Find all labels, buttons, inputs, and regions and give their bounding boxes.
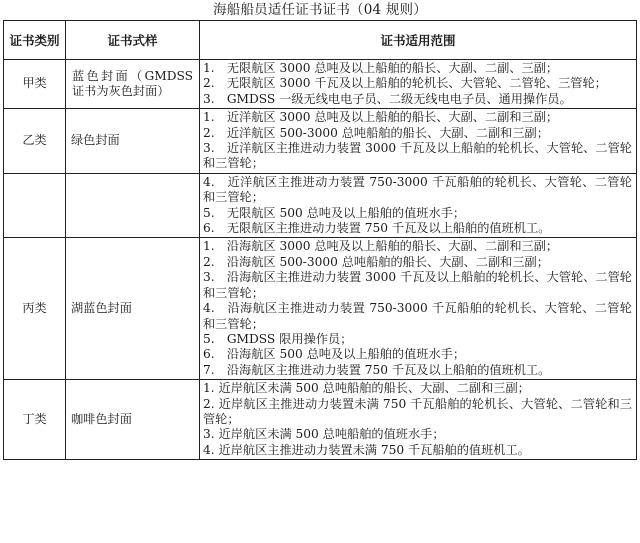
scope-item: 3. 近岸航区未满 500 总吨船舶的值班水手； <box>203 427 445 442</box>
scope-item: 2. 近岸航区主推进动力装置未满 750 千瓦船舶的轮机长、大管轮、二管轮和三管轮； <box>203 396 632 426</box>
scope-item: 4. 近岸航区主推进动力装置未满 750 千瓦船舶的值班机工。 <box>203 442 530 457</box>
header-scope: 证书适用范围 <box>200 21 637 60</box>
scope-item: 1. 近岸航区未满 500 总吨船舶的船长、大副、二副和三副； <box>203 381 530 396</box>
scope-item: 2. 沿海航区 500-3000 总吨船舶的船长、大副、二副和三副； <box>203 254 549 269</box>
header-style: 证书式样 <box>66 21 200 60</box>
scope-item: 4. 近洋航区主推进动力装置 750-3000 千瓦船舶的轮机长、大管轮、二管轮和三管轮； <box>203 174 632 205</box>
table-caption: 海船船员适任证书证书（04 规则） <box>213 2 427 18</box>
scope-item: 7. 沿海航区主推进动力装置 750 千瓦及以上船舶的值班机工。 <box>203 362 551 377</box>
scope-item: 6. 沿海航区 500 总吨及以上船舶的值班水手； <box>203 347 466 362</box>
scope-item: 4. 沿海航区主推进动力装置 750-3000 千瓦船舶的轮机长、大管轮、二管轮和三管轮； <box>203 301 632 331</box>
table-row <box>4 238 637 380</box>
table-row <box>4 173 637 238</box>
class-cell: 丁类 <box>4 380 66 460</box>
scope-item: 5. 无限航区 500 总吨及以上船舶的值班水手； <box>203 205 466 220</box>
class-cell: 甲类 <box>4 60 66 109</box>
scope-cell <box>200 109 637 174</box>
style-cell: 湖蓝色封面 <box>66 238 200 380</box>
scope-item: 5. GMDSS 限用操作员； <box>203 331 353 346</box>
scope-item: 3. 沿海航区主推进动力装置 3000 千瓦及以上船舶的轮机长、大管轮、二管轮和三管轮； <box>203 270 632 300</box>
header-class: 证书类别 <box>4 21 66 60</box>
scope-item: 1. 无限航区 3000 总吨及以上船舶的船长、大副、二副、三副； <box>203 61 559 75</box>
class-cell: 乙类 <box>4 109 66 174</box>
scope-item: 3. GMDSS 一级无线电电子员、二级无线电电子员、通用操作员。 <box>203 91 572 106</box>
scope-cell <box>200 238 637 380</box>
scope-cell <box>200 173 637 238</box>
scope-cell <box>200 380 637 460</box>
scope-item: 3. 近洋航区主推进动力装置 3000 千瓦及以上船舶的轮机长、大管轮、二管轮和三管轮； <box>203 141 632 171</box>
style-cell: 咖啡色封面 <box>66 380 200 460</box>
class-cell: 丙类 <box>4 238 66 380</box>
scope-item: 1. 沿海航区 3000 总吨及以上船舶的船长、大副、二副和三副； <box>203 239 559 254</box>
style-cell: 蓝色封面（GMDSS证书为灰色封面） <box>66 60 200 109</box>
scope-cell <box>200 60 637 109</box>
scope-item: 2. 近洋航区 500-3000 总吨船舶的船长、大副、二副和三副； <box>203 125 549 140</box>
table-row <box>4 109 637 174</box>
certificate-table <box>3 20 637 460</box>
style-cell-empty <box>66 173 200 238</box>
scope-item: 6. 无限航区主推进动力装置 750 千瓦及以上船舶的值班机工。 <box>203 221 551 236</box>
style-cell: 绿色封面 <box>66 109 200 174</box>
table-row <box>4 60 637 109</box>
scope-item: 1. 近洋航区 3000 总吨及以上船舶的船长、大副、二副和三副； <box>203 110 559 125</box>
table-row <box>4 380 637 460</box>
scope-item: 2. 无限航区 3000 千瓦及以上船舶的轮机长、大管轮、二管轮、三管轮； <box>203 76 607 91</box>
class-cell-empty <box>4 173 66 238</box>
table-header-row <box>4 21 637 60</box>
